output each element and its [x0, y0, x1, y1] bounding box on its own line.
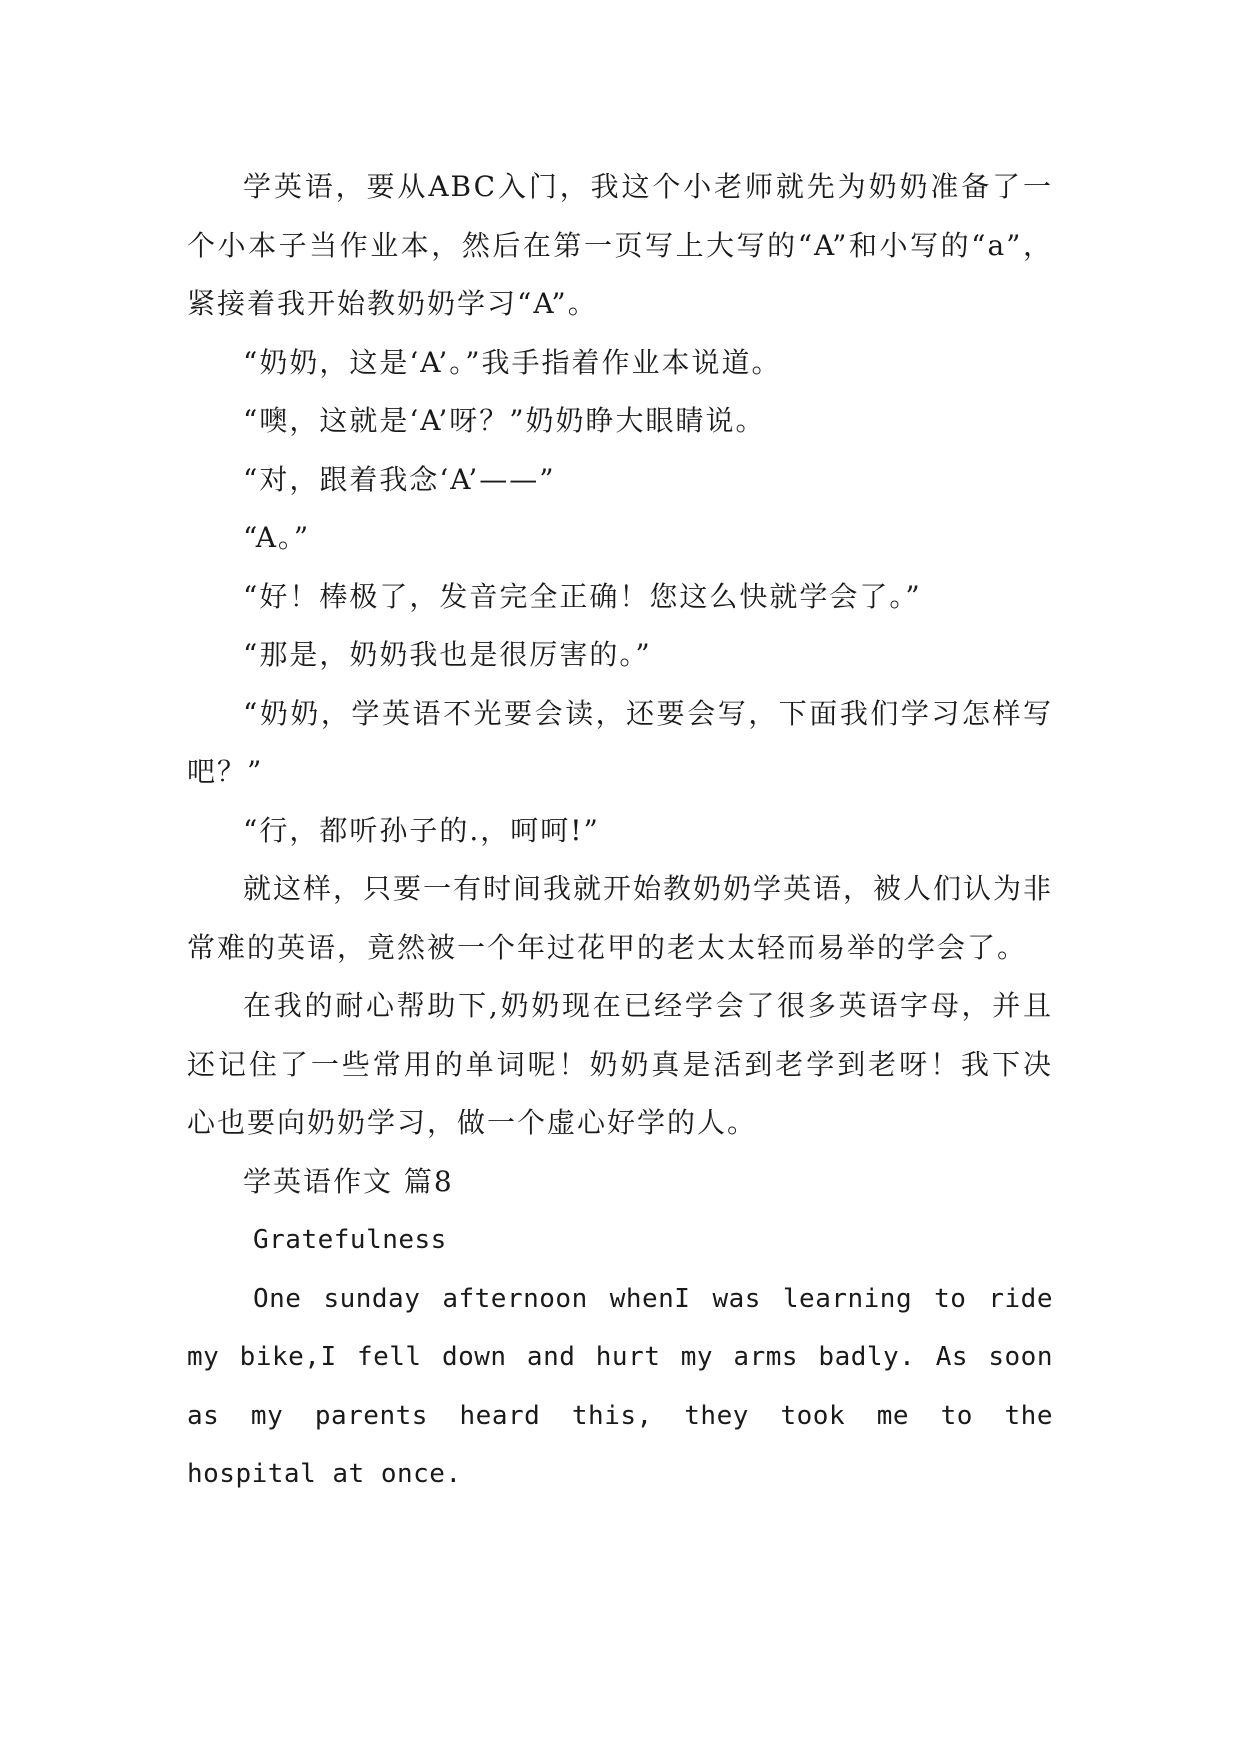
paragraph-narrative: 就这样，只要一有时间我就开始教奶奶学英语，被人们认为非常难的英语，竟然被一个年过花甲的老太太轻而易举的学会了。 — [187, 872, 1054, 964]
section-heading: 学英语作文 篇8 — [243, 1164, 454, 1198]
dialogue-line: “奶奶，学英语不光要会读，还要会写，下面我们学习怎样写吧？” — [187, 696, 1053, 788]
english-title: Gratefulness — [253, 1225, 447, 1255]
dialogue-line: “噢，这就是‘A’呀？”奶奶睁大眼睛说。 — [243, 404, 766, 437]
english-paragraph: One sunday afternoon whenI was learning to ride my bike,I fell down and hurt my arms badly. As soon as my parents heard this, they took me to the hospital at once. — [187, 1283, 1053, 1489]
dialogue-line: “奶奶，这是‘A’。”我手指着作业本说道。 — [243, 345, 782, 379]
dialogue-line: “那是，奶奶我也是很厉害的。” — [243, 638, 652, 671]
document-page — [187, 158, 1053, 1504]
paragraph-intro: 学英语，要从ABC入门，我这个小老师就先为奶奶准备了一个小本子当作业本，然后在第一页写上大写的“A”和小写的“a”，紧接着我开始教奶奶学习“A”。 — [187, 170, 1053, 320]
paragraph-conclusion: 在我的耐心帮助下,奶奶现在已经学会了很多英语字母，并且还记住了一些常用的单词呢！奶奶真是活到老学到老呀！我下决心也要向奶奶学习，做一个虚心好学的人。 — [187, 989, 1053, 1139]
dialogue-line: “好！棒极了，发音完全正确！您这么快就学会了。” — [243, 579, 922, 613]
dialogue-line: “行，都听孙子的.，呵呵!” — [243, 813, 600, 847]
dialogue-line: “A。” — [243, 521, 311, 554]
dialogue-line: “对，跟着我念‘A’——” — [243, 462, 556, 496]
